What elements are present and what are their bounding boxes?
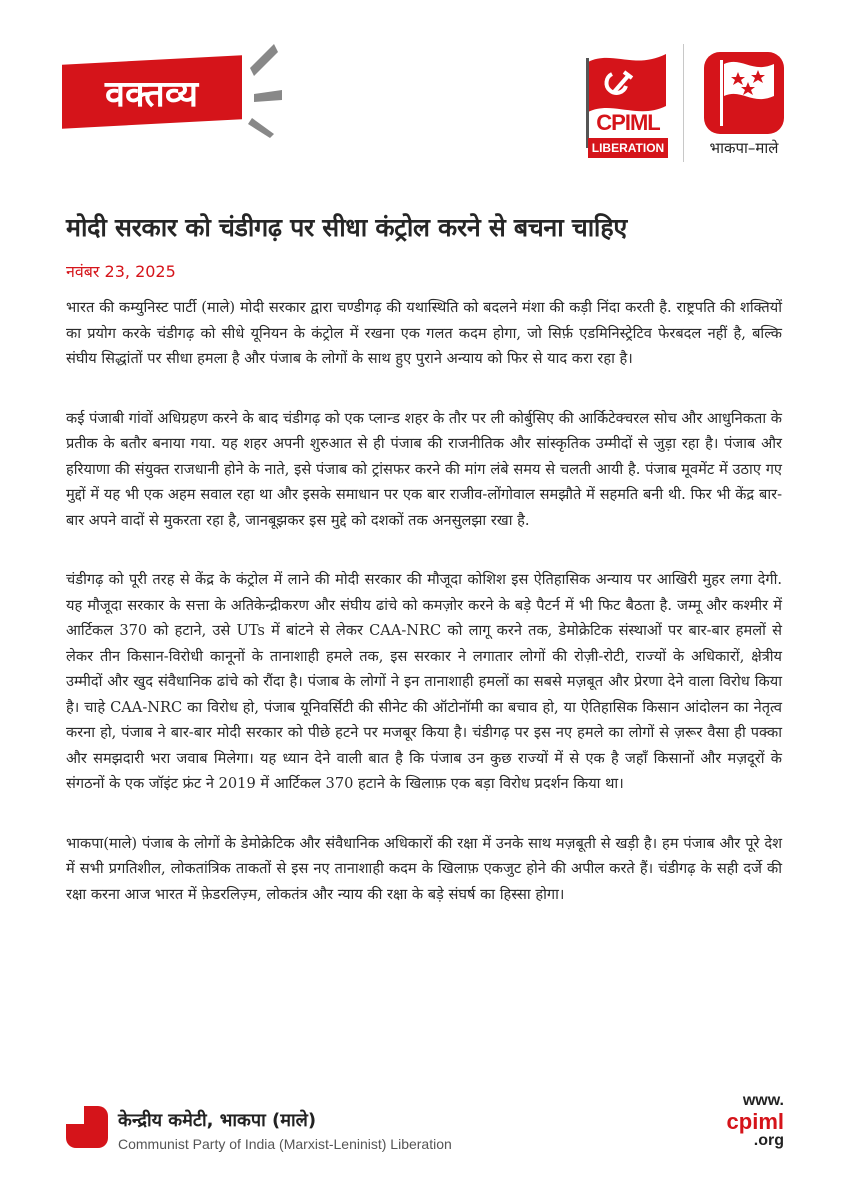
paragraph: भाकपा(माले) पंजाब के लोगों के डेमोक्रेटिक और संवैधानिक अधिकारों की रक्षा में उनके साथ मज़बूती से खड़ी है। हम पंजाब और पूरे देश में सभी प्रगतिशील, लोकतांत्रिक ताकतों से इस नए तानाशाही कदम के खिलाफ़ एकजुट होने की अपील करते हैं। चंडीगढ़ के सही दर्जे की रक्षा करना आज भारत में फ़ेडरलिज़्म, लोकतंत्र और न्याय की रक्षा के बड़े संघर्ष का हिस्सा होगा। [66, 834, 782, 903]
website-tld: .org [753, 1131, 784, 1149]
statement-badge-label: वक्तव्य [105, 73, 199, 115]
paragraph: भारत की कम्युनिस्ट पार्टी (माले) मोदी सरकार द्वारा चण्डीगढ़ की यथास्थिति को बदलने मंशा की कड़ी निंदा करती है. राष्ट्रपति की शक्तियों का प्रयोग करके चंडीगढ़ को सीधे यूनियन के कंट्रोल में रखना एक गलत कदम होगा, जो सिर्फ़ एडमिनिस्ट्रेटिव फेरबदल नहीं है, बल्कि संघीय सिद्धांतों पर सीधा हमला है और पंजाब के लोगों के साथ हुए पुराने अन्याय को फिर से याद करा रहा है। [66, 299, 782, 367]
statement-body [66, 295, 782, 941]
website-prefix: www. [742, 1092, 784, 1109]
party-flag-icon [702, 50, 786, 136]
footer-party-english: Communist Party of India (Marxist-Leninist) Liberation [118, 1136, 452, 1152]
paragraph: कई पंजाबी गांवों अधिग्रहण करने के बाद चंडीगढ़ को एक प्लान्ड शहर के तौर पर ली कोर्बुसिए की आर्किटेक्चरल सोच और आधुनिकता के प्रतीक के बतौर बनाया गया. यह शहर अपनी शुरुआत से ही पंजाब की राजनीतिक और सांस्कृतिक उम्मीदों से जुड़ा रहा है। पंजाब और हरियाणा की संयुक्त राजधानी होने के नाते, इसे पंजाब को ट्रांसफर करने की मांग लंबे समय से चलती आयी है. पंजाब मूवमेंट में उठाए गए मुद्दों में यह भी एक अहम सवाल रहा था और इसके समाधान पर एक बार राजीव-लोंगोवाल समझौते में सहमति बनी थी. फिर भी केंद्र बार-बार अपने वादों से मुकरता रहा है, जानबूझकर इस मुद्दे को दशकों तक अनसुलझा रखा है. [66, 409, 782, 529]
page-title: मोदी सरकार को चंडीगढ़ पर सीधा कंट्रोल करने से बचना चाहिए [66, 213, 627, 242]
cpiml-logo-subtitle: LIBERATION [588, 138, 668, 158]
emphasis-lines-icon [244, 38, 284, 138]
publish-date: नवंबर 23, 2025 [66, 262, 176, 281]
logo-divider [683, 44, 684, 162]
party-logo-name: भाकपा–माले [709, 139, 779, 157]
statement-badge [62, 55, 242, 128]
party-logo [694, 50, 794, 162]
footer-mark-icon [66, 1106, 108, 1148]
footer-committee: केन्द्रीय कमेटी, भाकपा (माले) [118, 1110, 317, 1131]
cpiml-logo-word: CPIML [596, 110, 660, 135]
website-domain: cpiml [726, 1108, 784, 1134]
website-link[interactable] [718, 1093, 784, 1150]
paragraph: चंडीगढ़ को पूरी तरह से केंद्र के कंट्रोल में लाने की मोदी सरकार की मौजूदा कोशिश इस ऐतिहासिक अन्याय पर आखिरी मुहर लगा देगी. यह मौजूदा सरकार के सत्ता के अतिकेन्द्रीकरण और संघीय ढांचे को कमज़ोर करने के बड़े पैटर्न में भी फिट बैठता है. जम्मू और कश्मीर में आर्टिकल 370 को हटाने, उसे UTs में बांटने से लेकर CAA-NRC को लागू करने तक, डेमोक्रेटिक संस्थाओं पर बार-बार हमलों से लेकर तीन किसान-विरोधी कानूनों के तानाशाही हमले तक, इस सरकार ने लगातार लोगों की रोज़ी-रोटी, राज्यों के अधिकारों, क्षेत्रीय उम्मीदों और खुद संवैधानिक ढांचे को रौंदा है। पंजाब के लोगों ने इन तानाशाही हमलों का सबसे मज़बूत और प्रेरणा देने वाला विरोध किया है। चाहे CAA-NRC का विरोध हो, पंजाब यूनिवर्सिटी की सीनेट की ऑटोनॉमी का बचाव हो, या ऐतिहासिक किसान आंदोलन का नेतृत्व करना हो, पंजाब ने बार-बार मोदी सरकार को पीछे हटने पर मजबूर किया है। चंडीगढ़ पर इस नए हमले का लोगों से ज़रूर वैसा ही पक्का और समझदारी भरा जवाब मिलेगा। यह ध्यान देने वाली बात है कि पंजाब उन कुछ राज्यों में से एक है जहाँ किसानों और मज़दूरों के संगठनों के एक जॉइंट फ्रंट ने 2019 में आर्टिकल 370 हटाने के खिलाफ़ एक बड़ा विरोध प्रदर्शन किया था। [66, 571, 782, 792]
